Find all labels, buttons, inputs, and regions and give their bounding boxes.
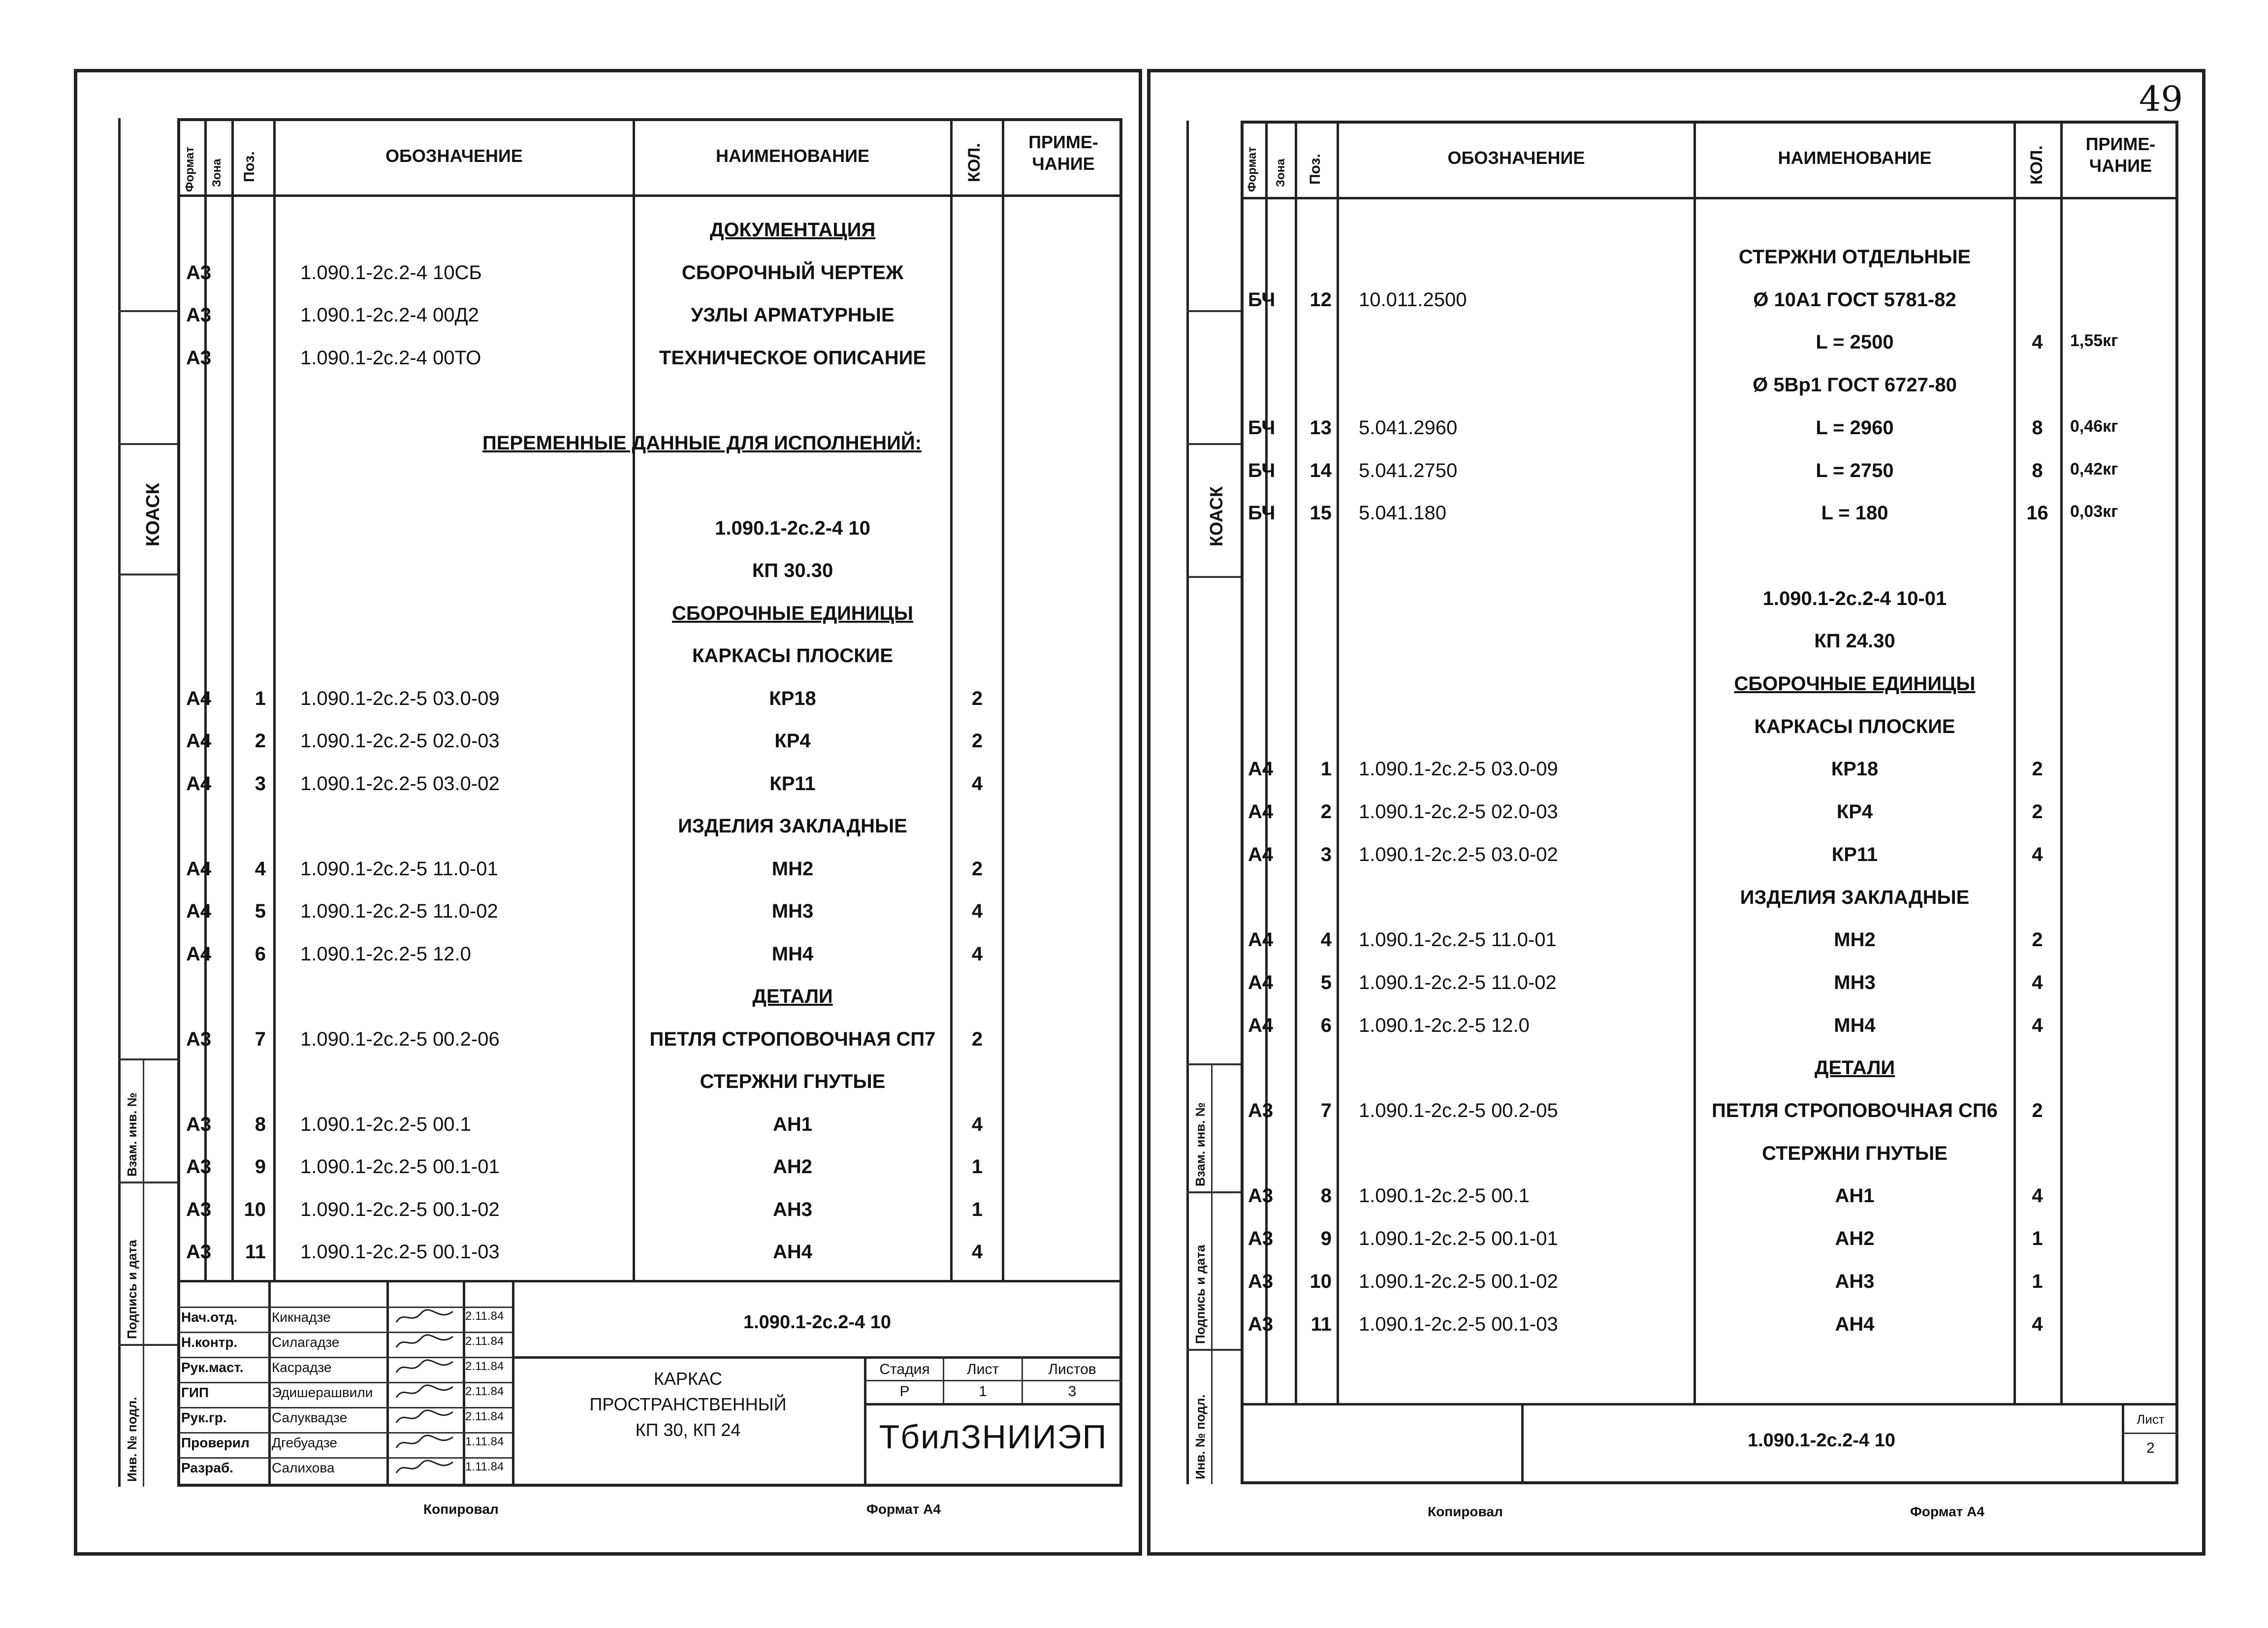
right-footer-format: Формат А4 — [1910, 1504, 1984, 1519]
right-row-qty: 2 — [2032, 929, 2043, 951]
left-tb-sheet: 1 — [979, 1383, 987, 1400]
left-side-div4 — [118, 1058, 177, 1060]
right-row-name: КАРКАСЫ ПЛОСКИЕ — [1754, 715, 1955, 737]
left-row-qty: 1 — [971, 1156, 983, 1178]
left-tb-row-line — [177, 1307, 512, 1308]
right-row-name: АН2 — [1835, 1228, 1875, 1250]
left-row-name: 1.090.1-2с.2-4 10 — [715, 517, 870, 539]
left-tb-person-role: Проверил — [181, 1435, 250, 1450]
right-header-bottom — [1241, 197, 2178, 199]
left-row-name: КР4 — [774, 730, 811, 752]
left-row-pos: 9 — [255, 1156, 266, 1178]
left-row-oboz: 1.090.1-2с.2-5 02.0-03 — [300, 730, 500, 752]
left-row-qty: 2 — [971, 1028, 983, 1050]
left-tb-person-date: 1.11.84 — [465, 1435, 504, 1448]
right-row-name: ДЕТАЛИ — [1814, 1057, 1895, 1079]
right-side-stamp: КОАСК — [1206, 486, 1226, 546]
right-row-name: СТЕРЖНИ ОТДЕЛЬНЫЕ — [1738, 246, 1971, 268]
right-row-name: КР11 — [1831, 843, 1878, 865]
left-tb-top — [177, 1280, 1122, 1282]
left-row-oboz: 1.090.1-2с.2-4 00ТО — [300, 347, 481, 369]
left-tb-person-name: Салуквадзе — [272, 1410, 348, 1425]
left-row-name: ТЕХНИЧЕСКОЕ ОПИСАНИЕ — [659, 347, 926, 369]
right-row-name: МН4 — [1834, 1014, 1876, 1036]
right-tb-doc-code: 1.090.1-2с.2-4 10 — [1747, 1430, 1895, 1451]
right-hdr-note-1: ПРИМЕ- — [2085, 134, 2156, 154]
right-row-name: КР18 — [1831, 758, 1879, 780]
left-tb-handwritten-signature — [394, 1433, 458, 1453]
left-row-name: АН2 — [772, 1156, 813, 1178]
left-tb-doc-code: 1.090.1-2с.2-4 10 — [743, 1312, 891, 1333]
left-tb-row-line — [177, 1432, 512, 1434]
right-tb-top — [1241, 1403, 2178, 1405]
left-tb-title-1: КАРКАС — [653, 1369, 723, 1389]
right-row-name: 1.090.1-2с.2-4 10-01 — [1762, 587, 1947, 609]
left-row-oboz: 1.090.1-2с.2-5 11.0-01 — [300, 858, 498, 880]
left-tb-person-role: Рук.гр. — [181, 1410, 227, 1425]
right-row-name: КР4 — [1836, 801, 1873, 823]
left-row-oboz: 1.090.1-2с.2-5 00.1-01 — [300, 1156, 500, 1178]
left-tb-person-role: Разраб. — [181, 1460, 233, 1475]
left-side-stamp: КОАСК — [143, 483, 163, 546]
left-row-qty: 4 — [971, 1241, 983, 1263]
left-tb-person-role: Нач.отд. — [181, 1309, 238, 1325]
left-hdr-format: Формат — [183, 146, 196, 192]
right-row-pos: 5 — [1320, 971, 1332, 993]
left-row-fmt: А3 — [186, 1028, 212, 1050]
right-row-oboz: 1.090.1-2с.2-5 00.1-03 — [1359, 1313, 1558, 1335]
right-row-qty: 4 — [2032, 843, 2043, 865]
left-row-name: ПЕТЛЯ СТРОПОВОЧНАЯ СП7 — [649, 1028, 936, 1050]
right-row-qty: 4 — [2032, 1185, 2043, 1207]
right-row-oboz: 5.041.2960 — [1359, 416, 1458, 439]
right-row-name: АН4 — [1835, 1313, 1875, 1335]
left-side-label-1: Взам. инв. № — [125, 1092, 139, 1177]
right-col-pos — [1337, 121, 1339, 1403]
right-hdr-qty: КОЛ. — [2027, 145, 2046, 185]
right-row-oboz: 5.041.180 — [1359, 502, 1446, 524]
left-tb-sheet-label: Лист — [966, 1361, 999, 1377]
left-row-fmt: А4 — [186, 687, 212, 709]
left-side-label-3: Инв. № подл. — [125, 1397, 139, 1482]
left-row-pos: 1 — [255, 687, 266, 709]
left-tb-person-name: Дгебуадзе — [272, 1435, 337, 1450]
left-hdr-pos: Поз. — [241, 151, 257, 182]
left-row-fmt: А4 — [186, 943, 212, 965]
left-tb-row-line — [177, 1407, 512, 1408]
left-row-oboz: 1.090.1-2с.2-4 00Д2 — [300, 304, 479, 326]
left-row-name: КР18 — [769, 687, 816, 709]
left-row-name: АН1 — [772, 1113, 813, 1135]
left-tb-org: ТбилЗНИИЭП — [879, 1418, 1108, 1456]
left-tb-person-name: Кикнадзе — [272, 1309, 331, 1325]
right-side-split — [1211, 1063, 1213, 1484]
right-row-fmt: А4 — [1248, 1014, 1274, 1036]
right-side-div6 — [1186, 1349, 1241, 1351]
right-row-fmt: А3 — [1248, 1185, 1274, 1207]
left-col-pos — [273, 118, 276, 1280]
left-tb-col1 — [268, 1280, 271, 1487]
left-tb-row-line — [177, 1382, 512, 1383]
left-row-pos: 5 — [255, 900, 266, 922]
right-hdr-oboz: ОБОЗНАЧЕНИЕ — [1447, 148, 1585, 168]
left-tb-person-date: 2.11.84 — [465, 1410, 504, 1423]
left-tb-person-date: 2.11.84 — [465, 1335, 504, 1348]
left-tb-handwritten-signature — [394, 1408, 458, 1428]
left-side-div1 — [118, 310, 177, 312]
left-row-pos: 11 — [245, 1241, 266, 1263]
right-row-pos: 14 — [1310, 459, 1332, 481]
right-row-note: 0,42кг — [2070, 459, 2118, 479]
left-row-name: МН4 — [771, 943, 814, 965]
left-footer-format: Формат А4 — [866, 1501, 941, 1517]
left-row-qty: 2 — [971, 730, 983, 752]
left-tb-person-role: Н.контр. — [181, 1335, 238, 1350]
left-row-fmt: А3 — [186, 304, 212, 326]
left-tb-stage-label: Стадия — [879, 1361, 930, 1377]
left-row-pos: 3 — [255, 772, 266, 795]
left-tb-person-date: 2.11.84 — [465, 1360, 504, 1373]
right-row-pos: 12 — [1310, 288, 1332, 311]
right-row-pos: 13 — [1310, 416, 1332, 439]
left-tb-handwritten-signature — [394, 1458, 458, 1478]
left-row-pos: 2 — [255, 730, 266, 752]
left-tb-mid — [512, 1356, 1122, 1359]
left-row-oboz: 1.090.1-2с.2-5 11.0-02 — [300, 900, 498, 922]
right-row-pos: 15 — [1310, 502, 1332, 524]
right-side-border — [1186, 121, 1189, 1484]
right-row-note: 0,46кг — [2070, 416, 2118, 436]
right-tb-sheet-div — [2122, 1433, 2178, 1434]
right-row-name: СБОРОЧНЫЕ ЕДИНИЦЫ — [1734, 673, 1976, 695]
left-hdr-name: НАИМЕНОВАНИЕ — [716, 146, 869, 166]
right-row-name: ИЗДЕЛИЯ ЗАКЛАДНЫЕ — [1740, 886, 1970, 908]
right-row-qty: 4 — [2032, 1014, 2043, 1036]
right-row-qty: 4 — [2032, 1313, 2043, 1335]
left-row-oboz: 1.090.1-2с.2-4 10СБ — [300, 261, 482, 284]
right-hdr-zone: Зона — [1274, 159, 1287, 187]
left-row-oboz: 1.090.1-2с.2-5 00.1-02 — [300, 1198, 500, 1220]
left-tb-col2 — [386, 1280, 389, 1487]
right-row-pos: 11 — [1310, 1313, 1332, 1335]
left-row-fmt: А3 — [186, 1156, 212, 1178]
right-side-div1 — [1186, 310, 1241, 312]
right-row-qty: 16 — [2026, 502, 2048, 524]
right-row-name: L = 2500 — [1816, 331, 1894, 353]
left-side-div5 — [118, 1181, 177, 1183]
right-row-pos: 7 — [1320, 1100, 1332, 1121]
right-row-pos: 2 — [1320, 801, 1332, 823]
right-row-oboz: 1.090.1-2с.2-5 00.2-05 — [1359, 1100, 1558, 1121]
left-row-name: СТЕРЖНИ ГНУТЫЕ — [700, 1071, 886, 1092]
left-tb-row-line — [177, 1332, 512, 1333]
left-tb-handwritten-signature — [394, 1308, 458, 1327]
left-row-name: АН3 — [772, 1198, 813, 1220]
right-row-pos: 8 — [1320, 1185, 1332, 1207]
right-tb-sheet-label: Лист — [2137, 1412, 2165, 1427]
right-row-name: МН2 — [1834, 929, 1876, 951]
right-row-qty: 8 — [2032, 416, 2043, 439]
left-tb-person-date: 2.11.84 — [465, 1385, 504, 1398]
right-side-label-3: Инв. № подл. — [1193, 1394, 1208, 1479]
left-row-qty: 1 — [971, 1198, 983, 1220]
right-row-fmt: А4 — [1248, 971, 1274, 993]
right-row-oboz: 1.090.1-2с.2-5 03.0-09 — [1359, 758, 1558, 780]
right-row-oboz: 1.090.1-2с.2-5 11.0-01 — [1359, 929, 1557, 951]
right-row-oboz: 5.041.2750 — [1359, 459, 1458, 481]
right-row-name: МН3 — [1834, 971, 1876, 993]
right-row-pos: 4 — [1320, 929, 1332, 951]
left-row-oboz: 1.090.1-2с.2-5 03.0-09 — [300, 687, 500, 709]
left-header-bottom — [177, 194, 1122, 197]
left-row-fmt: А4 — [186, 730, 212, 752]
right-row-note: 0,03кг — [2070, 502, 2118, 521]
right-row-name: Ø 5Вр1 ГОСТ 6727-80 — [1753, 374, 1957, 396]
right-row-fmt: А4 — [1248, 843, 1274, 865]
left-row-pos: 7 — [255, 1028, 266, 1050]
left-tb-sheets-label: Листов — [1048, 1361, 1096, 1377]
left-row-name: АН4 — [772, 1241, 813, 1263]
right-row-name: Ø 10А1 ГОСТ 5781-82 — [1753, 288, 1956, 311]
right-row-name: СТЕРЖНИ ГНУТЫЕ — [1762, 1142, 1948, 1164]
left-tb-handwritten-signature — [394, 1383, 458, 1403]
right-row-oboz: 10.011.2500 — [1359, 288, 1467, 311]
right-row-fmt: А3 — [1248, 1270, 1274, 1292]
right-row-fmt: БЧ — [1248, 416, 1276, 439]
left-tb-person-name: Силагадзе — [272, 1335, 340, 1350]
left-tb-person-role: Рук.маст. — [181, 1360, 244, 1375]
right-row-qty: 4 — [2032, 971, 2043, 993]
right-row-fmt: А4 — [1248, 801, 1274, 823]
left-row-fmt: А3 — [186, 1113, 212, 1135]
left-tb-title-2: ПРОСТРАНСТВЕННЫЙ — [589, 1394, 787, 1414]
right-row-fmt: БЧ — [1248, 459, 1276, 481]
left-row-name: МН3 — [771, 900, 814, 922]
right-row-oboz: 1.090.1-2с.2-5 00.1-01 — [1359, 1228, 1558, 1250]
left-row-qty: 2 — [971, 858, 983, 880]
right-row-fmt: А3 — [1248, 1100, 1274, 1121]
left-footer-copied: Копировал — [423, 1501, 499, 1517]
right-page-number: 49 — [2139, 79, 2183, 119]
left-side-div3 — [118, 574, 177, 575]
right-hdr-note-2: ЧАНИЕ — [2089, 156, 2152, 176]
right-row-qty: 8 — [2032, 459, 2043, 481]
left-tb-row-line — [177, 1457, 512, 1459]
left-row-qty: 4 — [971, 900, 983, 922]
left-row-fmt: А3 — [186, 347, 212, 369]
left-row-fmt: А3 — [186, 1241, 212, 1263]
right-row-qty: 2 — [2032, 801, 2043, 823]
left-row-qty: 4 — [971, 1113, 983, 1135]
left-tb-row-line — [177, 1357, 512, 1358]
right-row-oboz: 1.090.1-2с.2-5 12.0 — [1359, 1014, 1530, 1036]
left-row-name: КАРКАСЫ ПЛОСКИЕ — [692, 645, 894, 667]
left-tb-person-role: ГИП — [181, 1385, 209, 1400]
right-row-oboz: 1.090.1-2с.2-5 02.0-03 — [1359, 801, 1558, 823]
right-hdr-name: НАИМЕНОВАНИЕ — [1778, 148, 1932, 168]
left-row-pos: 8 — [255, 1113, 266, 1135]
right-row-fmt: А3 — [1248, 1228, 1274, 1250]
left-hdr-oboz: ОБОЗНАЧЕНИЕ — [385, 146, 523, 166]
left-row-oboz: 1.090.1-2с.2-5 00.2-06 — [300, 1028, 500, 1050]
right-side-div2 — [1186, 443, 1241, 445]
right-row-fmt: БЧ — [1248, 288, 1276, 311]
left-row-fmt: А4 — [186, 772, 212, 795]
right-row-pos: 6 — [1320, 1014, 1332, 1036]
right-hdr-pos: Поз. — [1307, 154, 1323, 185]
left-hdr-note-1: ПРИМЕ- — [1028, 132, 1098, 152]
right-row-fmt: А4 — [1248, 929, 1274, 951]
right-row-note: 1,55кг — [2070, 331, 2118, 351]
left-row-oboz: ПЕРЕМЕННЫЕ ДАННЫЕ ДЛЯ ИСПОЛНЕНИЙ: — [482, 432, 922, 454]
left-row-pos: 4 — [255, 858, 266, 880]
left-row-fmt: А4 — [186, 858, 212, 880]
right-footer-copied: Копировал — [1428, 1504, 1503, 1519]
left-tb-person-name: Эдишерашвили — [272, 1385, 373, 1400]
right-row-qty: 4 — [2032, 331, 2043, 353]
left-row-name: ДОКУМЕНТАЦИЯ — [709, 219, 876, 241]
right-row-name: L = 2960 — [1816, 416, 1894, 439]
left-row-name: КР11 — [769, 772, 816, 795]
right-row-name: L = 2750 — [1816, 459, 1894, 481]
left-row-pos: 6 — [255, 943, 266, 965]
right-row-name: ПЕТЛЯ СТРОПОВОЧНАЯ СП6 — [1712, 1100, 1998, 1121]
right-row-name: АН3 — [1835, 1270, 1875, 1292]
right-row-pos: 9 — [1320, 1228, 1332, 1250]
right-row-pos: 3 — [1320, 843, 1332, 865]
left-row-fmt: А3 — [186, 1198, 212, 1220]
left-row-name: УЗЛЫ АРМАТУРНЫЕ — [691, 304, 894, 326]
right-row-fmt: А4 — [1248, 758, 1274, 780]
right-row-fmt: А3 — [1248, 1313, 1274, 1335]
left-tb-org-div — [864, 1403, 1122, 1405]
left-row-name: ИЗДЕЛИЯ ЗАКЛАДНЫЕ — [678, 815, 907, 837]
left-row-name: МН2 — [771, 858, 814, 880]
left-side-div6 — [118, 1344, 177, 1346]
right-row-oboz: 1.090.1-2с.2-5 00.1-02 — [1359, 1270, 1558, 1292]
left-tb-stage: Р — [899, 1383, 910, 1400]
left-row-oboz: 1.090.1-2с.2-5 12.0 — [300, 943, 471, 965]
left-tb-handwritten-signature — [394, 1358, 458, 1377]
left-row-name: СБОРОЧНЫЙ ЧЕРТЕЖ — [681, 261, 904, 284]
left-row-pos: 10 — [244, 1198, 266, 1220]
right-row-name: L = 180 — [1821, 502, 1888, 524]
right-row-qty: 1 — [2032, 1228, 2043, 1250]
left-hdr-note-2: ЧАНИЕ — [1032, 154, 1095, 174]
right-side-div5 — [1186, 1191, 1241, 1193]
left-row-qty: 4 — [971, 772, 983, 795]
right-side-label-2: Подпись и дата — [1193, 1245, 1208, 1344]
right-row-fmt: БЧ — [1248, 502, 1276, 524]
left-row-oboz: 1.090.1-2с.2-5 03.0-02 — [300, 772, 500, 795]
right-row-qty: 2 — [2032, 758, 2043, 780]
right-row-oboz: 1.090.1-2с.2-5 03.0-02 — [1359, 843, 1558, 865]
left-hdr-qty: КОЛ. — [965, 143, 984, 182]
right-row-qty: 2 — [2032, 1100, 2043, 1121]
right-row-qty: 1 — [2032, 1270, 2043, 1292]
left-row-name: ДЕТАЛИ — [752, 986, 833, 1007]
right-row-name: КП 24.30 — [1814, 630, 1895, 652]
right-row-oboz: 1.090.1-2с.2-5 00.1 — [1359, 1185, 1530, 1207]
left-row-qty: 2 — [971, 687, 983, 709]
left-row-oboz: 1.090.1-2с.2-5 00.1 — [300, 1113, 471, 1135]
left-side-div2 — [118, 443, 177, 445]
left-side-split — [143, 1058, 144, 1487]
right-side-div4 — [1186, 1063, 1241, 1065]
left-row-name: СБОРОЧНЫЕ ЕДИНИЦЫ — [672, 602, 913, 624]
right-row-oboz: 1.090.1-2с.2-5 11.0-02 — [1359, 971, 1557, 993]
right-row-pos: 1 — [1320, 758, 1332, 780]
right-side-label-1: Взам. инв. № — [1193, 1102, 1208, 1186]
right-row-pos: 10 — [1310, 1270, 1332, 1292]
left-tb-stage-div — [864, 1380, 1122, 1381]
left-hdr-zone: Зона — [210, 159, 224, 187]
right-row-name: АН1 — [1835, 1185, 1875, 1207]
left-tb-person-name: Салихова — [272, 1460, 335, 1475]
left-tb-person-date: 2.11.84 — [465, 1309, 504, 1323]
left-row-fmt: А4 — [186, 900, 212, 922]
left-tb-person-name: Касрадзе — [272, 1360, 332, 1375]
left-tb-handwritten-signature — [394, 1333, 458, 1352]
left-row-fmt: А3 — [186, 261, 212, 284]
left-row-oboz: 1.090.1-2с.2-5 00.1-03 — [300, 1241, 500, 1263]
left-tb-sheets: 3 — [1068, 1383, 1077, 1400]
right-col-qty — [2060, 121, 2063, 1403]
left-tb-person-date: 1.11.84 — [465, 1460, 504, 1473]
left-col-qty — [1002, 118, 1004, 1280]
right-side-div3 — [1186, 576, 1241, 578]
left-tb-title-3: КП 30, КП 24 — [635, 1420, 741, 1440]
right-hdr-format: Формат — [1246, 146, 1259, 192]
left-row-name: КП 30.30 — [752, 560, 833, 581]
left-side-label-2: Подпись и дата — [125, 1240, 139, 1339]
left-row-qty: 4 — [971, 943, 983, 965]
right-tb-sheet: 2 — [2146, 1440, 2155, 1456]
left-side-border — [118, 118, 121, 1487]
